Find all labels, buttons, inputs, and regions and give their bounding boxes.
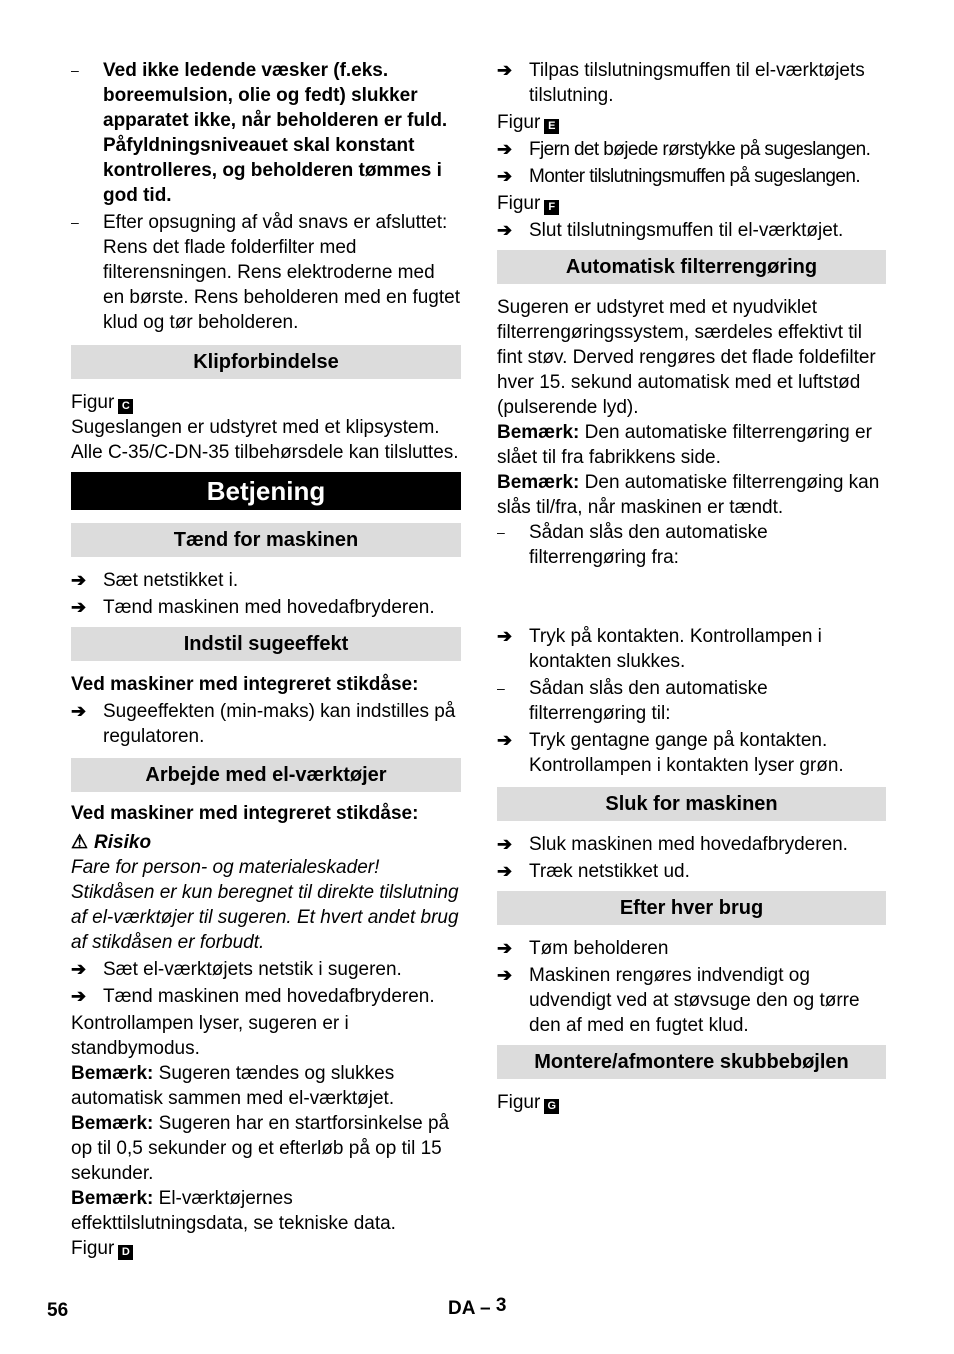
arrow-icon: ➔: [497, 166, 513, 186]
list-item: ➔ Slut tilslutningsmuffen til el-værktøjet.: [497, 220, 844, 241]
list-item: ➔ Træk netstikket ud.: [497, 861, 690, 882]
arrow-icon: ➔: [497, 60, 513, 80]
list-item: – Sådan slås den automatiske filterrengøring til:: [497, 678, 768, 724]
section-heading-arbejde: Arbejde med el-værktøjer: [71, 758, 461, 792]
subheading: Ved maskiner med integreret stikdåse:: [71, 803, 419, 824]
warning-paragraph: Ved ikke ledende væsker (f.eks. boreemulsion, olie og fedt) slukker apparatet ikke, når beholderen er fuld. Påfyldningsniveauet skal konstant kontrolleres, og beholderen tømmes i god tid.: [103, 60, 448, 206]
note-paragraph: Bemærk: Den automatiske filterrengøing kan slås til/fra, når maskinen er tændt.: [497, 472, 880, 518]
note-paragraph: Bemærk: El-værktøjernes effekttilslutningsdata, se tekniske data.: [71, 1188, 396, 1234]
page-label: DA – 3: [448, 1295, 507, 1319]
arrow-icon: ➔: [71, 597, 87, 617]
figure-badge: C: [118, 399, 133, 414]
cleaning-paragraph: Efter opsugning af våd snavs er afsluttet: Rens det flade folderfilter med filterensningen. Rens elektroderne med en børste. Rens beholderen med en fugtet klud og tør beholderen.: [103, 212, 461, 333]
figure-badge: E: [544, 119, 559, 134]
figure-reference: Figur F: [497, 191, 886, 216]
arrow-icon: ➔: [497, 139, 513, 159]
dash-bullet: –: [71, 214, 79, 230]
section-heading-montere: Montere/afmontere skubbebøjlen: [497, 1045, 886, 1079]
figure-badge: F: [544, 200, 559, 215]
section-heading-klipforbindelse: Klipforbindelse: [71, 345, 461, 379]
list-item: [71, 58, 461, 208]
note-paragraph: Bemærk: Sugeren har en startforsinkelse på op til 0,5 sekunder og et efterløb på op til 15 sekunder.: [71, 1113, 450, 1184]
list-item: ➔ Tryk på kontakten. Kontrollampen i kontakten slukkes.: [497, 626, 822, 672]
list-item: [71, 210, 461, 335]
arrow-icon: ➔: [497, 626, 513, 646]
dash-bullet: –: [497, 524, 505, 540]
arrow-icon: ➔: [71, 986, 87, 1006]
list-item: – Sådan slås den automatiske filterrengøring fra:: [497, 522, 768, 568]
figure-space: [497, 570, 886, 622]
list-item: ➔ Fjern det bøjede rørstykke på sugeslangen.: [497, 139, 871, 160]
figure-badge: G: [544, 1099, 559, 1114]
arrow-icon: ➔: [497, 938, 513, 958]
section-heading-auto: Automatisk filterrengøring: [497, 250, 886, 284]
section-heading-efter: Efter hver brug: [497, 891, 886, 925]
arrow-icon: ➔: [497, 220, 513, 240]
arrow-icon: ➔: [71, 570, 87, 590]
list-item: ➔ Tryk gentagne gange på kontakten. Kontrollampen i kontakten lyser grøn.: [497, 730, 844, 776]
arrow-icon: ➔: [497, 861, 513, 881]
subheading: Ved maskiner med integreret stikdåse:: [71, 674, 419, 695]
section-heading-taend: Tænd for maskinen: [71, 523, 461, 557]
right-column: [497, 58, 886, 1115]
chapter-heading: Betjening: [71, 472, 461, 510]
note-paragraph: Bemærk: Sugeren tændes og slukkes automatisk sammen med el-værktøjet.: [71, 1063, 395, 1109]
list-item: ➔ Tænd maskinen med hovedafbryderen.: [71, 986, 435, 1007]
figure-reference: Figur E: [497, 110, 886, 135]
arrow-icon: ➔: [497, 834, 513, 854]
arrow-icon: ➔: [71, 701, 87, 721]
list-item: ➔ Tænd maskinen med hovedafbryderen.: [71, 597, 435, 618]
section-heading-indstil: Indstil sugeeffekt: [71, 627, 461, 661]
list-item: ➔ Sæt netstikket i.: [71, 570, 239, 591]
arrow-icon: ➔: [71, 959, 87, 979]
risk-text: Fare for person- og materialeskader! Stikdåsen er kun beregnet til direkte tilslutning af el-værktøjer til sugeren. Et hvert andet brug af stikdåsen er forbudt.: [71, 857, 459, 953]
figure-badge: D: [118, 1245, 133, 1260]
figure-reference: Figur G: [497, 1090, 886, 1115]
list-item: ➔ Sæt el-værktøjets netstik i sugeren.: [71, 959, 402, 980]
auto-paragraph: Sugeren er udstyret med et nyudviklet filterrengøringssystem, særdeles effektivt til fint støv. Derved rengøres det flade foldefilter hver 15. sekund automatisk med et luftstød (pulserende lyd).: [497, 297, 876, 418]
left-column: [71, 58, 461, 1261]
list-item: ➔ Tøm beholderen: [497, 938, 669, 959]
page-number: 56: [47, 1300, 69, 1321]
arrow-icon: ➔: [497, 730, 513, 750]
arrow-icon: ➔: [497, 965, 513, 985]
list-item: ➔ Maskinen rengøres indvendigt og udvendigt ved at støvsuge den og tørre den af med en fugtet klud.: [497, 965, 860, 1036]
dash-bullet: –: [71, 62, 79, 78]
list-item: ➔ Sluk maskinen med hovedafbryderen.: [497, 834, 848, 855]
list-item: ➔ Sugeeffekten (min-maks) kan indstilles på regulatoren.: [71, 701, 456, 747]
figure-reference: Figur C: [71, 390, 461, 415]
risk-label: ⚠ Risiko: [71, 832, 152, 853]
list-item: ➔ Tilpas tilslutningsmuffen til el-værktøjets tilslutning.: [497, 60, 865, 106]
note-paragraph: Bemærk: Den automatiske filterrengøring er slået til fra fabrikkens side.: [497, 422, 872, 468]
list-item: ➔ Monter tilslutningsmuffen på sugeslangen.: [497, 166, 860, 187]
section-heading-sluk: Sluk for maskinen: [497, 787, 886, 821]
status-paragraph: Kontrollampen lyser, sugeren er i standbymodus.: [71, 1013, 349, 1059]
dash-bullet: –: [497, 680, 505, 696]
warning-icon: ⚠: [71, 832, 89, 853]
klip-paragraph: Sugeslangen er udstyret med et klipsystem. Alle C-35/C-DN-35 tilbehørsdele kan tilsluttes.: [71, 417, 459, 463]
figure-reference: Figur D: [71, 1236, 461, 1261]
